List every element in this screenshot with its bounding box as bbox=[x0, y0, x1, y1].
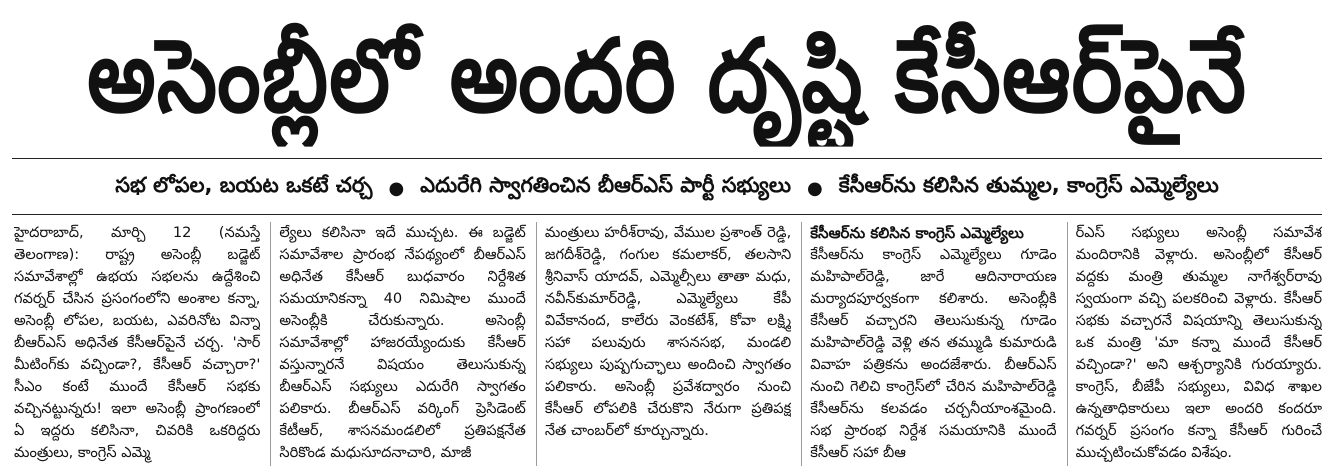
column-text: మంత్రులు హరీశ్‌రావు, వేముల ప్రశాంత్ రెడ్డి, జగదీశ్‌రెడ్డి, గంగుల కమలాకర్, తలసాని శ్రీనివాస్ యాదవ్, ఎమ్మెల్సీలు తాతా మధు, నవీన్‌కుమార్‌రెడ్డి, ఎమ్మెల్యేలు కేపీ వివేకానంద, కాలేరు వెంకటేశ్, కోవా లక్ష్మి సహా పలువురు శాసనసభ, మండలి సభ్యులు పుష్పగుచ్ఛాలు అందించి స్వాగతం పలికారు. అసెంబ్లీ ప్రవేశద్వారం నుంచి కేసీఆర్ లోపలికి చేరుకొని నేరుగా ప్రతిపక్ష నేత చాంబర్‌లో కూర్చున్నారు. bbox=[544, 224, 792, 439]
subheading-1: సభ లోపల, బయట ఒకటే చర్చ bbox=[115, 173, 373, 197]
column-text: ల్యేలు కలిసినా ఇదే ముచ్చట. ఈ బడ్జెట్ సమావేశాల ప్రారంభ నేపథ్యంలో బీఆర్‌ఎస్ అధినేత కేసీఆర్ బుధవారం నిర్దేశిత సమయానికన్నా 40 నిమిషాల ముందే అసెంబ్లీకి చేరుకున్నారు. అసెంబ్లీ సమావేశాల్లో హాజరయ్యేందుకు కేసీఆర్ వస్తున్నారనే విషయం తెలుసుకున్న బీఆర్‌ఎస్ సభ్యులు ఎదురేగి స్వాగతం పలికారు. బీఆర్‌ఎస్ వర్కింగ్ ప్రెసిడెంట్ కేటీఆర్, శాసనమండలిలో ప్రతిపక్షనేత సిరికొండ మధుసూదనాచారి, మాజీ bbox=[279, 224, 526, 461]
top-divider bbox=[12, 158, 1322, 159]
column-subheading: కేసీఆర్‌ను కలిసిన కాంగ్రెస్ ఎమ్మెల్యేలు bbox=[810, 224, 1024, 242]
article-column-2 bbox=[270, 222, 525, 466]
article-column-4 bbox=[801, 222, 1056, 466]
subheading-row bbox=[0, 166, 1334, 210]
column-text: ర్‌ఎస్ సభ్యులు అసెంబ్లీ సమావేశ మందిరానికి వెళ్లారు. అసెంబ్లీలో కేసీఆర్ వద్దకు మంత్రి తుమ్మల నాగేశ్వర్‌రావు స్వయంగా వచ్చి పలకరించి వెళ్లారు. కేసీఆర్ సభకు వచ్చారనే విషయాన్ని తెలుసుకున్న ఒక మంత్రి 'మా కన్నా ముందే కేసీఆర్ వచ్చిండా?' అని ఆశ్చర్యానికి గురయ్యారు. కాంగ్రెస్, బీజేపీ సభ్యులు, వివిధ శాఖల ఉన్నతాధికారులు ఇలా అందరి కందరూ గవర్నర్ ప్రసంగం కన్నా కేసీఆర్ గురించే ముచ్చటించుకోవడం విశేషం. bbox=[1075, 224, 1323, 461]
article-column-1 bbox=[14, 222, 260, 466]
subheading-3: కేసీఆర్‌ను కలిసిన తుమ్మల, కాంగ్రెస్ ఎమ్మెల్యేలు bbox=[838, 173, 1219, 197]
column-text: హైదరాబాద్, మార్చి 12 (నమస్తే తెలంగాణ): రాష్ట్ర అసెంబ్లీ బడ్జెట్ సమావేశాల్లో ఉభయ సభలను ఉద్దేశించి గవర్నర్ చేసిన ప్రసంగంలోని అంశాల కన్నా, అసెంబ్లీ లోపల, బయట, ఎవరినోట విన్నా బీఆర్‌ఎస్ అధినేత కేసీఆర్‌పైనే చర్చ. 'సార్ మీటింగ్‌కు వచ్చిండా?, కేసీఆర్ వచ్చారా?' సీఎం కంటే ముందే కేసీఆర్ సభకు వచ్చినట్టున్నరు! ఇలా అసెంబ్లీ ప్రాంగణంలో ఏ ఇద్దరు కలిసినా, చివరికి ఒకరిద్దరు మంత్రులు, కాంగ్రెస్ ఎమ్మె bbox=[14, 224, 261, 461]
article-body bbox=[14, 222, 1322, 466]
bullet-icon: ● bbox=[388, 177, 405, 199]
bottom-divider bbox=[12, 214, 1322, 215]
column-text: కేసీఆర్‌ను కాంగ్రెస్ ఎమ్మెల్యేలు గూడెం మహిపాల్‌రెడ్డి, జారే ఆదినారాయణ మర్యాదపూర్వకంగా కలిశారు. అసెంబ్లీకి కేసీఆర్ వచ్చారని తెలుసుకున్న గూడెం మహిపాల్‌రెడ్డి వెళ్లి తన తమ్ముడి కుమారుడి వివాహ పత్రికను అందజేశారు. బీఆర్‌ఎస్ నుంచి గెలిచి కాంగ్రెస్‌లో చేరిన మహిపాల్‌రెడ్డి కేసీఆర్‌ను కలవడం చర్చనీయాంశమైంది. సభ ప్రారంభ నిర్దేశ సమయానికి ముందే కేసీఆర్ సహా బీఆ bbox=[810, 246, 1057, 461]
article-column-5 bbox=[1067, 222, 1322, 466]
bullet-icon: ● bbox=[807, 177, 823, 199]
article-column-3 bbox=[536, 222, 791, 466]
subheading-2: ఎదురేగి స్వాగతించిన బీఆర్‌ఎస్ పార్టీ సభ్యులు bbox=[420, 173, 792, 197]
headline: అసెంబ్లీలో అందరి దృష్టి కేసీఆర్‌పైనే bbox=[86, 18, 1248, 137]
